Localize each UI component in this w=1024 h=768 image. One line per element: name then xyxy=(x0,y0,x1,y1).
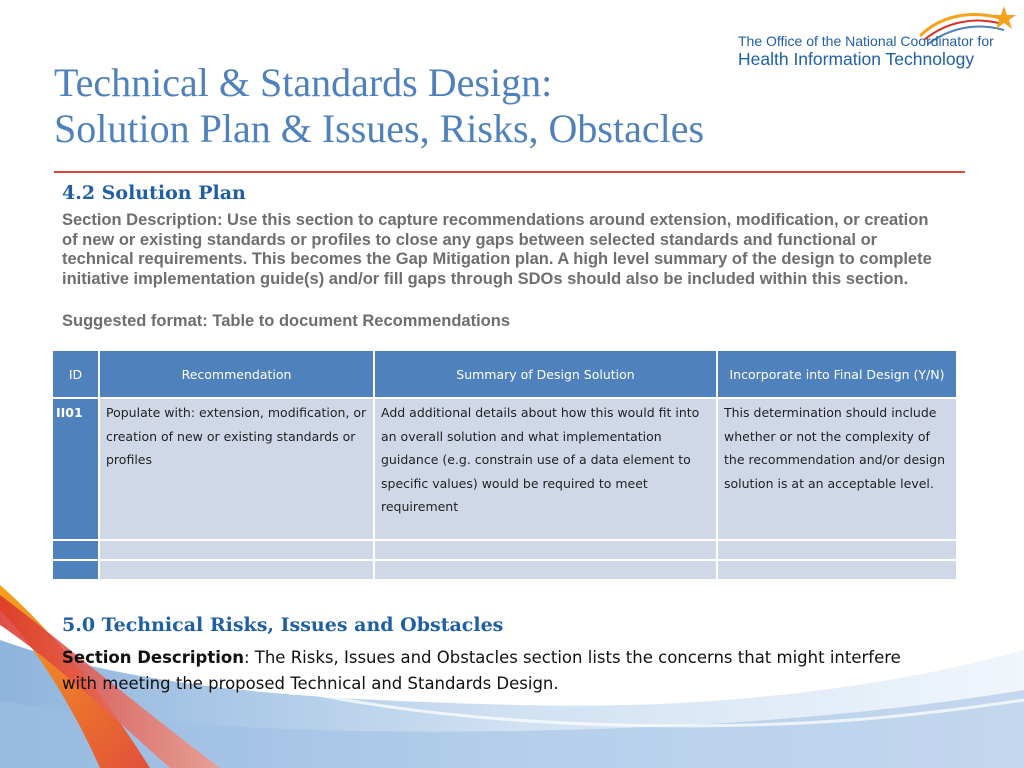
empty-id-cell xyxy=(52,540,99,560)
risks-description xyxy=(62,645,922,697)
row-summary: Add additional details about how this would fit into an overall solution and what implementation guidance (e.g. constrain use of a data element to specific values) would be required to meet requirement xyxy=(374,398,717,540)
empty-cell xyxy=(717,540,957,560)
table-header-row xyxy=(52,350,957,398)
recommendations-table xyxy=(51,349,958,581)
row-recommendation: Populate with: extension, modification, or creation of new or existing standards or profiles xyxy=(99,398,374,540)
table-row xyxy=(52,398,957,540)
header-recommendation: Recommendation xyxy=(99,350,374,398)
logo-line-2: Health Information Technology xyxy=(738,49,975,69)
slide-title xyxy=(54,60,954,152)
header-incorporate: Incorporate into Final Design (Y/N) xyxy=(717,350,957,398)
title-divider xyxy=(54,171,965,173)
empty-cell xyxy=(374,560,717,580)
empty-id-cell xyxy=(52,560,99,580)
header-id: ID xyxy=(52,350,99,398)
empty-cell xyxy=(99,540,374,560)
title-line-1: Technical & Standards Design: xyxy=(54,60,553,105)
row-id: II01 xyxy=(52,398,99,540)
suggested-format: Suggested format: Table to document Recommendations xyxy=(62,312,510,330)
empty-cell xyxy=(717,560,957,580)
empty-cell xyxy=(99,560,374,580)
solution-plan-description: Section Description: Use this section to capture recommendations around extension, modification, or creation of new or existing standards or profiles to close any gaps between selected standards and functional or technical requirements. This becomes the Gap Mitigation plan. A high level summary of the design to complete initiative implementation guide(s) and/or fill gaps through SDOs should also be included within this section. xyxy=(62,211,932,288)
empty-cell xyxy=(374,540,717,560)
table-row-empty xyxy=(52,560,957,580)
title-line-2: Solution Plan & Issues, Risks, Obstacles xyxy=(54,106,705,151)
risks-text: : The Risks, Issues and Obstacles section lists the concerns that might interfere with meeting the proposed Technical and Standards Design. xyxy=(62,648,901,693)
row-incorporate: This determination should include whether or not the complexity of the recommendation and/or design solution is at an acceptable level. xyxy=(717,398,957,540)
table-row-empty xyxy=(52,540,957,560)
risks-heading: 5.0 Technical Risks, Issues and Obstacles xyxy=(62,614,504,636)
logo-line-1: The Office of the National Coordinator for xyxy=(738,33,994,49)
solution-plan-heading: 4.2 Solution Plan xyxy=(62,182,246,204)
risks-label: Section Description xyxy=(62,648,244,667)
header-summary: Summary of Design Solution xyxy=(374,350,717,398)
